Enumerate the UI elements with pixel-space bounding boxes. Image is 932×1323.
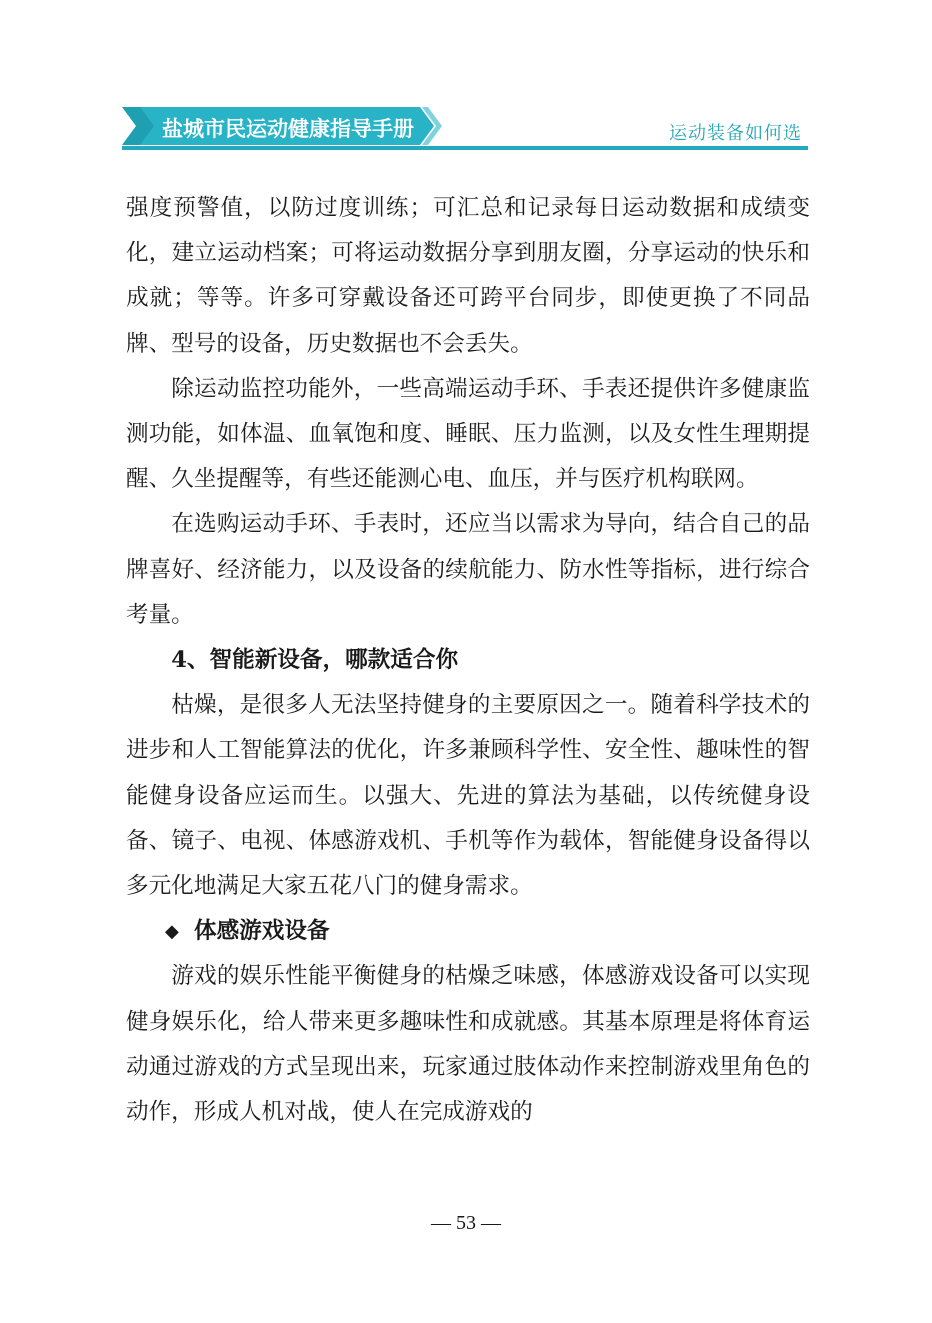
paragraph: 在选购运动手环、手表时，还应当以需求为导向，结合自己的品牌喜好、经济能力，以及设备的续航能力、防水性等指标，进行综合考量。	[126, 511, 810, 628]
page-header	[122, 103, 808, 151]
page-number: — 53 —	[431, 1212, 501, 1234]
section-heading: 4、智能新设备，哪款适合你	[171, 647, 459, 674]
body-text	[126, 186, 810, 1135]
section-title: 运动装备如何选	[669, 123, 802, 144]
paragraph: 枯燥，是很多人无法坚持健身的主要原因之一。随着科学技术的进步和人工智能算法的优化，许多兼顾科学性、安全性、趣味性的智能健身设备应运而生。以强大、先进的算法为基础，以传统健身设备、镜子、电视、体感游戏机、手机等作为载体，智能健身设备得以多元化地满足大家五花八门的健身需求。	[126, 692, 810, 900]
paragraph: 除运动监控功能外，一些高端运动手环、手表还提供许多健康监测功能，如体温、血氧饱和度、睡眠、压力监测，以及女性生理期提醒、久坐提醒等，有些还能测心电、血压，并与医疗机构联网。	[126, 375, 810, 493]
paragraph: 游戏的娱乐性能平衡健身的枯燥乏味感，体感游戏设备可以实现健身娱乐化，给人带来更多趣味性和成就感。其基本原理是将体育运动通过游戏的方式呈现出来，玩家通过肢体动作来控制游戏里角色的动作，形成人机对战，使人在完成游戏的	[126, 963, 810, 1126]
subsection-heading	[126, 909, 810, 954]
header-divider	[122, 146, 808, 150]
paragraph: 强度预警值，以防过度训练；可汇总和记录每日运动数据和成绩变化，建立运动档案；可将运动数据分享到朋友圈，分享运动的快乐和成就；等等。许多可穿戴设备还可跨平台同步，即使更换了不同品牌、型号的设备，历史数据也不会丢失。	[126, 195, 810, 357]
handbook-title: 盐城市民运动健康指导手册	[162, 116, 414, 141]
diamond-bullet-icon: ◆	[165, 921, 179, 943]
subsection-heading-text: 体感游戏设备	[194, 918, 330, 945]
